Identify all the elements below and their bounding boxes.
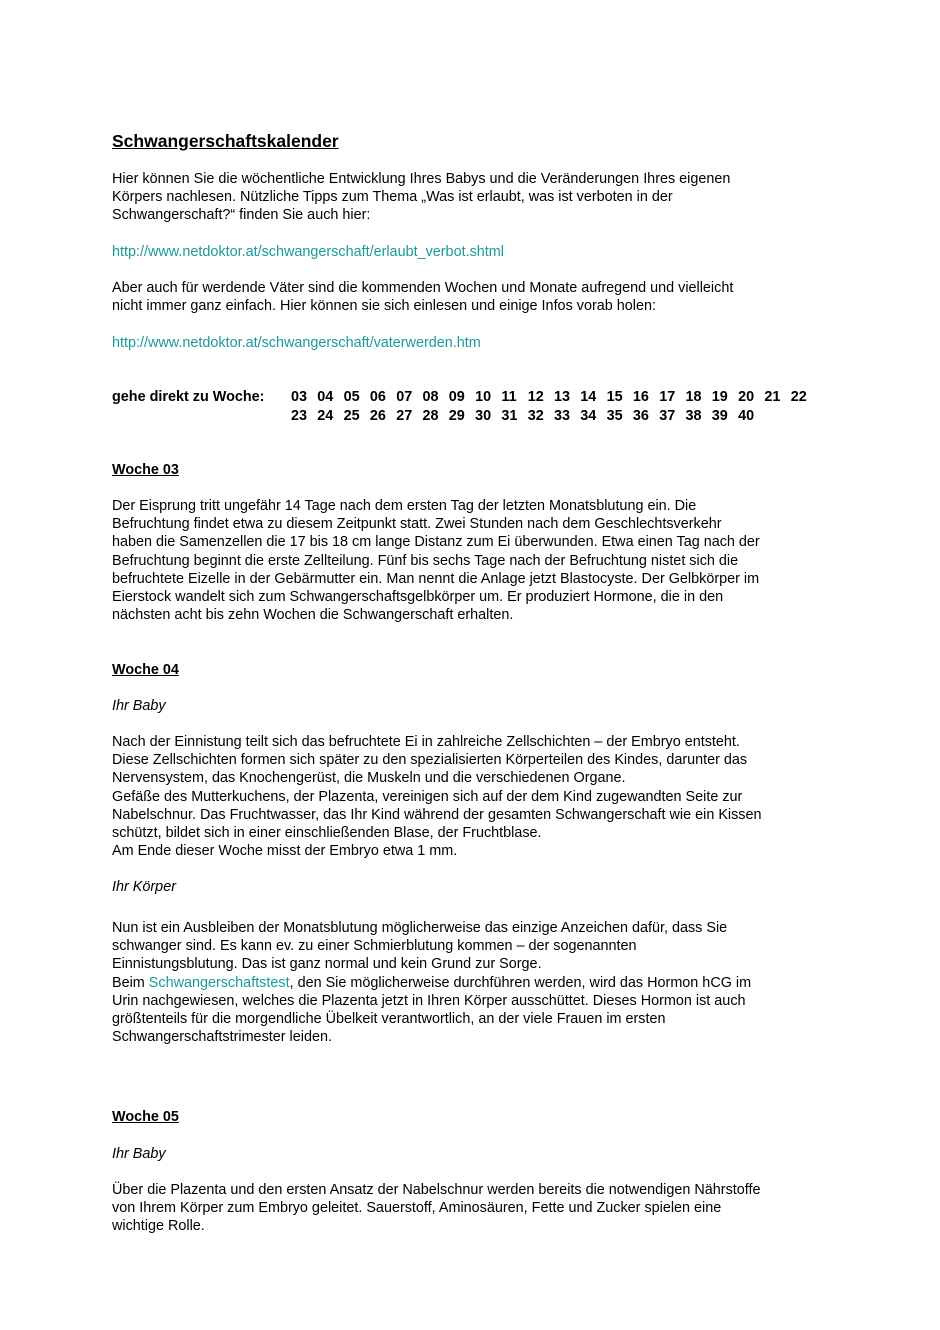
week-05-baby-line: wichtige Rolle.	[112, 1218, 205, 1235]
week-navigation-label: gehe direkt zu Woche:	[112, 389, 265, 405]
week-link-10[interactable]: 10	[475, 389, 492, 405]
fathers-line: nicht immer ganz einfach. Hier können sie sich einlesen und einige Infos vorab holen:	[112, 298, 656, 315]
week-link-32[interactable]: 32	[527, 408, 544, 424]
test-suffix: , den Sie möglicherweise durchführen werden, wird das Hormon hCG im	[289, 974, 752, 991]
week-link-17[interactable]: 17	[659, 389, 676, 405]
week-04-baby-line: Gefäße des Mutterkuchens, der Plazenta, vereinigen sich auf der dem Kind zugewandten Seite zur	[112, 788, 743, 805]
week-link-14[interactable]: 14	[580, 389, 597, 405]
week-link-25[interactable]: 25	[343, 408, 360, 424]
link-erlaubt-verbot[interactable]: http://www.netdoktor.at/schwangerschaft/erlaubt_verbot.shtml	[112, 244, 504, 260]
week-04-body-paragraph	[112, 919, 751, 1046]
week-link-13[interactable]: 13	[554, 389, 571, 405]
week-04-baby-line: Nabelschnur. Das Fruchtwasser, das Ihr Kind während der gesamten Schwangerschaft wie ein Kissen	[112, 806, 762, 823]
week-05-baby-line: von Ihrem Körper zum Embryo geleitet. Sauerstoff, Aminosäuren, Fette und Zucker spielen eine	[112, 1200, 722, 1217]
week-link-20[interactable]: 20	[738, 389, 755, 405]
intro-paragraph	[112, 170, 730, 225]
week-04-baby-line: Am Ende dieser Woche misst der Embryo etwa 1 mm.	[112, 843, 458, 860]
week-navigation-row-2	[291, 407, 831, 425]
week-link-08[interactable]: 08	[422, 389, 439, 405]
week-navigation	[112, 388, 832, 428]
week-03-heading: Woche 03	[112, 462, 179, 478]
week-link-12[interactable]: 12	[527, 389, 544, 405]
week-05-baby-paragraph	[112, 1181, 761, 1236]
week-03-line: Eierstock wandelt sich zum Schwangerschaftsgelbkörper um. Er produziert Hormone, die in den	[112, 589, 724, 606]
week-03-line: befruchtete Eizelle in der Gebärmutter ein. Man nennt die Anlage jetzt Blastocyste. Der Gelbkörper im	[112, 570, 760, 587]
week-04-baby-label: Ihr Baby	[112, 698, 166, 714]
week-04-heading: Woche 04	[112, 662, 179, 678]
week-link-03[interactable]: 03	[291, 389, 308, 405]
week-03-line: nächsten acht bis zehn Wochen die Schwangerschaft erhalten.	[112, 607, 514, 624]
week-04-body-line: Urin nachgewiesen, welches die Plazenta jetzt in Ihren Körper ausschüttet. Dieses Hormon ist auch	[112, 992, 746, 1009]
week-link-22[interactable]: 22	[790, 389, 807, 405]
week-link-24[interactable]: 24	[317, 408, 334, 424]
week-04-body-line: Schwangerschaftstrimester leiden.	[112, 1029, 332, 1046]
week-link-19[interactable]: 19	[711, 389, 728, 405]
week-link-06[interactable]: 06	[369, 389, 386, 405]
week-link-37[interactable]: 37	[659, 408, 676, 424]
week-04-body-line: Einnistungsblutung. Das ist ganz normal und kein Grund zur Sorge.	[112, 956, 542, 973]
fathers-paragraph	[112, 279, 733, 315]
week-link-07[interactable]: 07	[396, 389, 413, 405]
fathers-line: Aber auch für werdende Väter sind die kommenden Wochen und Monate aufregend und vielleicht	[112, 280, 734, 296]
week-link-33[interactable]: 33	[554, 408, 571, 424]
week-04-baby-line: Diese Zellschichten formen sich später zu den spezialisierten Körperteilen des Kindes, darunter das	[112, 752, 748, 769]
test-prefix: Beim	[112, 974, 149, 991]
week-link-39[interactable]: 39	[711, 408, 728, 424]
week-04-body-line: größtenteils für die morgendliche Übelkeit verantwortlich, an der viele Frauen im ersten	[112, 1011, 666, 1028]
week-link-29[interactable]: 29	[448, 408, 465, 424]
week-link-26[interactable]: 26	[369, 408, 386, 424]
intro-line: Körpers nachlesen. Nützliche Tipps zum Thema „Was ist erlaubt, was ist verboten in der	[112, 189, 673, 206]
week-04-baby-line: Nervensystem, das Knochengerüst, die Muskeln und die verschiedenen Organe.	[112, 770, 626, 787]
intro-line: Hier können Sie die wöchentliche Entwicklung Ihres Babys und die Veränderungen Ihres eigenen	[112, 171, 731, 187]
week-link-16[interactable]: 16	[632, 389, 649, 405]
week-03-line: haben die Samenzellen die 17 bis 18 cm lange Distanz zum Ei überwunden. Etwa einen Tag nach der	[112, 534, 760, 551]
week-04-body-line: schwanger sind. Es kann ev. zu einer Schmierblutung kommen – der sogenannten	[112, 938, 637, 955]
week-05-baby-label: Ihr Baby	[112, 1146, 166, 1162]
week-03-line: Befruchtung beginnt die erste Zellteilung. Fünf bis sechs Tage nach der Befruchtung nistet sich die	[112, 552, 739, 569]
week-04-baby-paragraph	[112, 733, 762, 860]
week-05-heading: Woche 05	[112, 1109, 179, 1125]
week-link-35[interactable]: 35	[606, 408, 623, 424]
week-link-15[interactable]: 15	[606, 389, 623, 405]
week-link-30[interactable]: 30	[475, 408, 492, 424]
week-link-38[interactable]: 38	[685, 408, 702, 424]
page-title: Schwangerschaftskalender	[112, 131, 339, 151]
week-link-18[interactable]: 18	[685, 389, 702, 405]
week-04-body-line	[112, 974, 751, 992]
week-03-line: Der Eisprung tritt ungefähr 14 Tage nach dem ersten Tag der letzten Monatsblutung ein. Die	[112, 498, 697, 514]
intro-line: Schwangerschaft?“ finden Sie auch hier:	[112, 207, 371, 224]
week-04-baby-line: schützt, bildet sich in einer einschließenden Blase, der Fruchtblase.	[112, 825, 542, 842]
week-link-40[interactable]: 40	[738, 408, 755, 424]
week-04-baby-line: Nach der Einnistung teilt sich das befruchtete Ei in zahlreiche Zellschichten – der Embryo entsteht.	[112, 734, 740, 750]
week-link-28[interactable]: 28	[422, 408, 439, 424]
week-link-31[interactable]: 31	[501, 408, 518, 424]
link-vaterwerden[interactable]: http://www.netdoktor.at/schwangerschaft/vaterwerden.htm	[112, 335, 481, 351]
week-link-04[interactable]: 04	[317, 389, 334, 405]
week-link-05[interactable]: 05	[343, 389, 360, 405]
week-04-body-label: Ihr Körper	[112, 879, 176, 895]
link-schwangerschaftstest[interactable]: Schwangerschaftstest	[148, 974, 290, 991]
week-link-27[interactable]: 27	[396, 408, 413, 424]
week-link-36[interactable]: 36	[632, 408, 649, 424]
week-03-line: Befruchtung findet etwa zu diesem Zeitpunkt statt. Zwei Stunden nach dem Geschlechtsverkehr	[112, 516, 722, 533]
week-navigation-row-1	[291, 388, 831, 406]
week-link-23[interactable]: 23	[291, 408, 308, 424]
week-link-11[interactable]: 11	[501, 389, 517, 405]
week-04-body-line: Nun ist ein Ausbleiben der Monatsblutung möglicherweise das einzige Anzeichen dafür, dass Sie	[112, 920, 728, 936]
week-03-paragraph	[112, 497, 760, 624]
week-05-baby-line: Über die Plazenta und den ersten Ansatz der Nabelschnur werden bereits die notwendigen Nährstoffe	[112, 1182, 761, 1198]
week-link-09[interactable]: 09	[448, 389, 465, 405]
week-link-34[interactable]: 34	[580, 408, 597, 424]
week-link-21[interactable]: 21	[764, 389, 781, 405]
